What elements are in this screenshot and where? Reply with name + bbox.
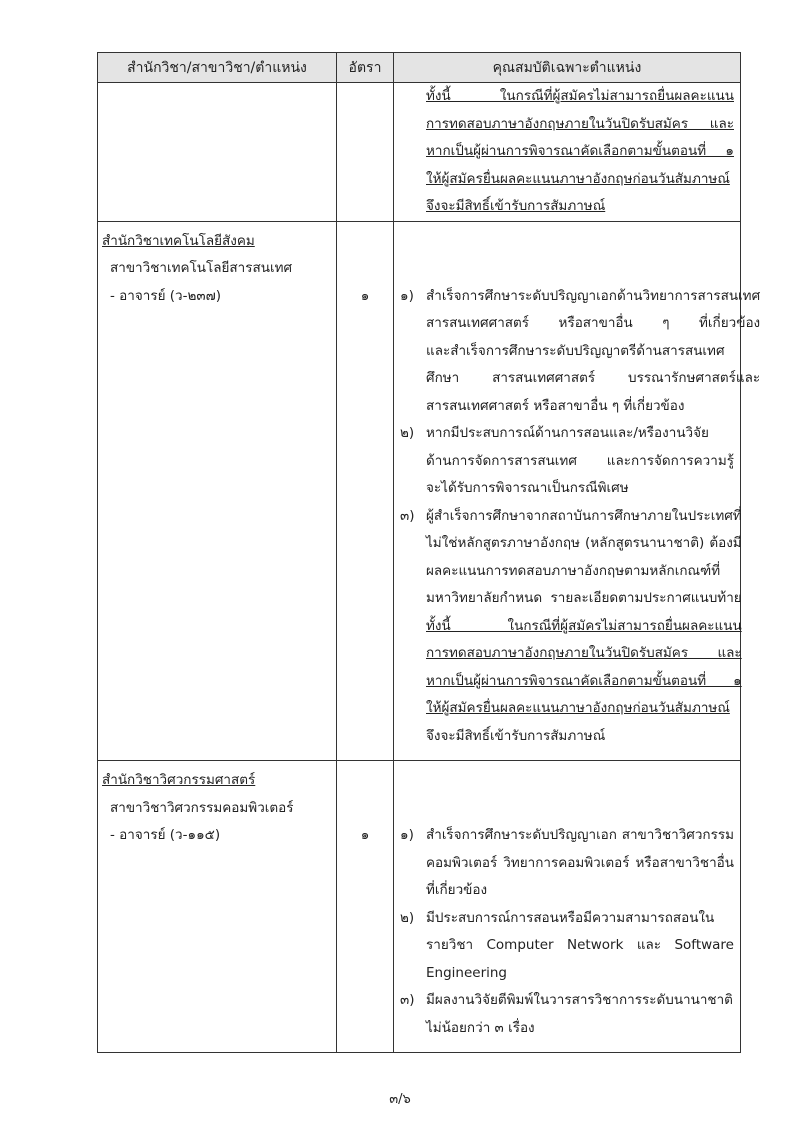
qualifications-cell xyxy=(394,761,741,1053)
item-line: ให้ผู้สมัครยื่นผลคะแนนภาษาอังกฤษก่อนวันสัมภาษณ์ xyxy=(426,700,730,716)
table-row xyxy=(98,761,741,1053)
branch-name: สาขาวิชาเทคโนโลยีสารสนเทศ xyxy=(110,260,293,276)
spacer xyxy=(400,222,734,283)
qualification-item xyxy=(400,503,742,751)
item-number: ๓) xyxy=(400,992,415,1008)
item-line: หากมีประสบการณ์ด้านการสอนและ/หรืองานวิจัย xyxy=(426,425,709,441)
item-number: ๓) xyxy=(400,507,415,524)
qualification-line: ทั้งนี้ ในกรณีที่ผู้สมัครไม่สามารถยื่นผลคะแนน xyxy=(426,88,734,104)
qualification-line: การทดสอบภาษาอังกฤษภายในวันปิดรับสมัคร และ xyxy=(426,115,734,132)
office-line xyxy=(98,228,336,256)
spacer xyxy=(400,761,734,822)
item-number: ๒) xyxy=(400,909,415,926)
item-line: ผู้สำเร็จการศึกษาจากสถาบันการศึกษาภายในประเทศที่ xyxy=(426,507,742,524)
rate-value: ๑ xyxy=(360,827,370,843)
qualification-item xyxy=(400,987,734,1042)
item-line: ไม่ใช่หลักสูตรภาษาอังกฤษ (หลักสูตรนานาชาติ) ต้องมี xyxy=(426,535,742,551)
item-line: จึงจะมีสิทธิ์เข้ารับการสัมภาษณ์ xyxy=(426,727,606,744)
item-body xyxy=(426,822,734,905)
item-line: Engineering xyxy=(426,964,507,981)
item-line: ด้านการจัดการสารสนเทศ และการจัดการความรู้ xyxy=(426,452,734,469)
item-line: ที่เกี่ยวข้อง xyxy=(426,882,488,898)
branch-name: สาขาวิชาวิศวกรรมคอมพิวเตอร์ xyxy=(110,799,294,816)
item-line: จะได้รับการพิจารณาเป็นกรณีพิเศษ xyxy=(426,480,629,496)
table-row xyxy=(98,221,741,761)
item-line: สำเร็จการศึกษาระดับปริญญาเอก สาขาวิชาวิศวกรรม xyxy=(426,827,734,843)
item-line: ทั้งนี้ ในกรณีที่ผู้สมัครไม่สามารถยื่นผลคะแนน xyxy=(426,617,742,634)
rate-value: ๑ xyxy=(360,287,370,304)
office-cell xyxy=(98,221,337,761)
item-line: รายวิชา Computer Network และ Software xyxy=(426,937,734,953)
item-line: การทดสอบภาษาอังกฤษภายในวันปิดรับสมัคร และ xyxy=(426,645,742,661)
item-line: สารสนเทศศาสตร์ หรือสาขาอื่น ๆ ที่เกี่ยวข้อง xyxy=(426,315,761,331)
header-office: สำนักวิชา/สาขาวิชา/ตำแหน่ง xyxy=(98,53,337,83)
qualification-line: หากเป็นผู้ผ่านการพิจารณาคัดเลือกตามขั้นตอนที่ ๑ xyxy=(426,143,734,159)
office-cell xyxy=(98,761,337,1053)
table-header-row xyxy=(98,53,741,83)
qualification-item xyxy=(400,420,734,503)
header-rate: อัตรา xyxy=(337,53,394,83)
qualification-table xyxy=(97,52,761,1053)
qualification-line: จึงจะมีสิทธิ์เข้ารับการสัมภาษณ์ xyxy=(426,198,606,214)
item-number: ๒) xyxy=(400,425,415,441)
item-body xyxy=(426,503,742,751)
office-name: สำนักวิชาวิศวกรรมศาสตร์ xyxy=(102,772,256,788)
qualification-item xyxy=(400,283,761,421)
office-name: สำนักวิชาเทคโนโลยีสังคม xyxy=(102,232,255,249)
qualifications-cell xyxy=(394,221,761,761)
item-body xyxy=(426,283,760,421)
office-cell xyxy=(98,83,337,222)
office-line xyxy=(98,767,336,795)
item-body xyxy=(426,420,734,503)
item-line: คอมพิวเตอร์ วิทยาการคอมพิวเตอร์ หรือสาขาวิชาอื่น xyxy=(426,854,734,871)
item-line: สำเร็จการศึกษาระดับปริญญาเอกด้านวิทยาการสารสนเทศ xyxy=(426,287,761,304)
rate-cell xyxy=(337,761,394,1053)
qualifications-cell xyxy=(394,83,741,222)
rate-cell xyxy=(337,221,394,761)
qualification-item xyxy=(400,822,734,905)
item-line: มีผลงานวิจัยตีพิมพ์ในวารสารวิชาการระดับนานาชาติ xyxy=(426,992,733,1008)
item-line: มีประสบการณ์การสอนหรือมีความสามารถสอนใน xyxy=(426,909,715,926)
table-row xyxy=(98,83,741,222)
item-body xyxy=(426,987,734,1042)
item-line: สารสนเทศศาสตร์ หรือสาขาอื่น ๆ ที่เกี่ยวข้อง xyxy=(426,397,685,414)
header-qualifications: คุณสมบัติเฉพาะตำแหน่ง xyxy=(394,53,741,83)
item-number: ๑) xyxy=(400,827,414,843)
item-line: หากเป็นผู้ผ่านการพิจารณาคัดเลือกตามขั้นตอนที่ ๑ xyxy=(426,672,742,689)
item-line: ไม่น้อยกว่า ๓ เรื่อง xyxy=(426,1019,535,1036)
spacer xyxy=(400,750,734,760)
item-line: ผลคะแนนการทดสอบภาษาอังกฤษตามหลักเกณฑ์ที่ xyxy=(426,562,721,579)
item-number: ๑) xyxy=(400,287,414,304)
qualification-line: ให้ผู้สมัครยื่นผลคะแนนภาษาอังกฤษก่อนวันสัมภาษณ์ xyxy=(426,170,730,187)
rate-cell xyxy=(337,83,394,222)
position-name: - อาจารย์ (ว-๑๑๕) xyxy=(110,827,221,843)
item-line: มหาวิทยาลัยกำหนด รายละเอียดตามประกาศแนบท้าย xyxy=(426,590,742,606)
spacer xyxy=(400,1042,734,1052)
position-name: - อาจารย์ (ว-๒๓๗) xyxy=(110,287,222,304)
item-line: ศึกษา สารสนเทศศาสตร์ บรรณารักษศาสตร์และ xyxy=(426,370,761,386)
page-number: ๓/๖ xyxy=(389,1092,411,1107)
qualification-item xyxy=(400,905,734,988)
item-line: และสำเร็จการศึกษาระดับปริญญาตรีด้านสารสนเทศ xyxy=(426,342,725,359)
item-body xyxy=(426,905,734,988)
